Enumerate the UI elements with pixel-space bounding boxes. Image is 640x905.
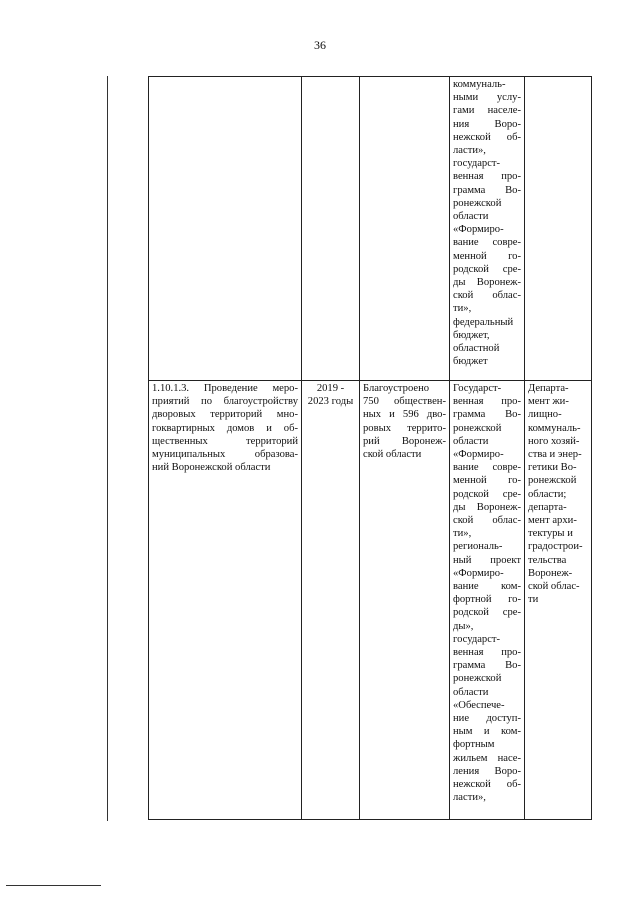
cell-text-line: ными услу- [453,92,521,104]
cell-text-line: родской сре- [453,488,521,500]
cell-text-line: области [453,435,489,447]
cell-text-line: ный проект [453,554,521,566]
cell-text-line: ства и энер- [528,449,582,461]
cell-text-line: коммуналь- [453,79,506,90]
cell-text-line: ным и ком- [453,726,521,738]
cell-text-line: ской области [363,449,422,461]
cell-text-line: бюджет, [453,329,490,341]
table-row-1-10-1-3 [149,381,592,820]
cell-text-line: ровых террито- [363,422,446,434]
cell-text-line: мент жи- [528,396,569,408]
period-cell [302,381,360,820]
cell-text-line: ской облас- [453,515,521,527]
period-lines [305,382,356,408]
cell-text-line: жильем насе- [453,752,521,764]
event-lines [152,382,298,474]
cell-text-line: областной [453,343,500,355]
cell-text-line: родской сре- [453,607,521,619]
cell-text-line: области [453,211,489,223]
event-cell-empty [149,77,302,381]
cell-text-line: гетики Во- [528,462,577,474]
result-lines [363,382,446,461]
cell-text-line: государст- [453,158,501,170]
executor-cell-empty [525,77,592,381]
cell-text-line: венная про- [453,171,521,183]
cell-text-line: гоквартирных домов и об- [152,422,298,434]
footer-line [6,885,101,886]
cell-text-line: вание совре- [453,462,521,474]
cell-text-line: приятий по благоустройству [152,396,298,408]
cell-text-line: области; [528,488,567,500]
cell-text-line: ного хозяй- [528,435,580,447]
cell-text-line: «Формиро- [453,224,504,236]
cell-text-line: ронежской [453,197,502,209]
event-cell [149,381,302,820]
sources-cell [450,77,525,381]
cell-text-line: грамма Во- [453,660,521,672]
cell-text-line: рий Воронеж- [363,435,446,447]
cell-text-line: муниципальных образова- [152,449,298,461]
cell-text-line: ние доступ- [453,713,521,725]
cell-text-line: Государст- [453,383,502,394]
cell-text-line: щественных территорий [152,435,298,447]
sources-cell [450,381,525,820]
cell-text-line: ронежской [453,422,502,434]
cell-text-line: 2023 годы [307,396,354,408]
cell-text-line: ния Воро- [453,118,521,130]
cell-text-line: грамма Во- [453,184,521,196]
program-table [148,76,592,820]
cell-text-line: лищно- [528,409,562,421]
cell-text-line: «Формиро- [453,449,504,461]
cell-text-line: менной го- [453,250,521,262]
cell-text-line: ласти», [453,145,486,157]
cell-text-line: области [453,686,489,698]
cell-text-line: фортной го- [453,594,521,606]
margin-line [107,76,108,821]
executor-cell [525,381,592,820]
cell-text-line: нежской об- [453,131,521,143]
cell-text-line: тельства [528,554,567,566]
cell-text-line: ти», [453,528,472,540]
cell-text-line: Благоустроено [363,383,430,394]
cell-text-line: ды», [453,620,474,632]
cell-text-line: вание ком- [453,581,521,593]
cell-text-line: региональ- [453,541,503,553]
cell-text-line: венная про- [453,396,521,408]
cell-text-line: государст- [453,633,501,645]
table-row-continuation [149,77,592,381]
cell-text-line: нежской об- [453,779,521,791]
cell-text-line: ронежской [528,475,577,487]
cell-text-line: градострои- [528,541,583,553]
cell-text-line: «Обеспече- [453,699,505,711]
cell-text-line: грамма Во- [453,409,521,421]
cell-text-line: ти», [453,303,472,315]
cell-text-line: мент архи- [528,515,577,527]
cell-text-line: фортным [453,739,495,751]
cell-text-line: родской сре- [453,263,521,275]
cell-text-line: Воронеж- [528,567,573,579]
cell-text-line: ний Воронежской области [152,462,271,474]
cell-text-line: ных и 596 дво- [363,409,446,421]
cell-text-line: ды Воронеж- [453,277,521,289]
cell-text-line: 750 обществен- [363,396,446,408]
cell-text-line: вание совре- [453,237,521,249]
cell-text-line: ления Воро- [453,765,521,777]
cell-text-line: тектуры и [528,528,573,540]
cell-text-line: ласти», [453,792,486,804]
sources-lines [453,382,521,805]
sources-lines [453,78,521,368]
period-cell-empty [302,77,360,381]
cell-text-line: менной го- [453,475,521,487]
cell-text-line: коммуналь- [528,422,581,434]
cell-text-line: федеральный [453,316,514,328]
cell-text-line: бюджет [453,356,488,368]
result-cell [360,381,450,820]
cell-text-line: Департа- [528,383,569,394]
cell-text-line: 2019 - [316,383,345,394]
cell-text-line: департа- [528,501,567,513]
cell-text-line: гами населе- [453,105,521,117]
cell-text-line: ской облас- [528,581,580,593]
executor-lines [528,382,588,606]
cell-text-line: ти [528,594,539,606]
cell-text-line: ды Воронеж- [453,501,521,513]
cell-text-line: ронежской [453,673,502,685]
cell-text-line: ской облас- [453,290,521,302]
cell-text-line: «Формиро- [453,567,504,579]
cell-text-line: венная про- [453,647,521,659]
page-number: 36 [314,38,326,52]
result-cell-empty [360,77,450,381]
cell-text-line: 1.10.1.3. Проведение меро- [152,383,298,394]
cell-text-line: дворовых территорий мно- [152,409,298,421]
